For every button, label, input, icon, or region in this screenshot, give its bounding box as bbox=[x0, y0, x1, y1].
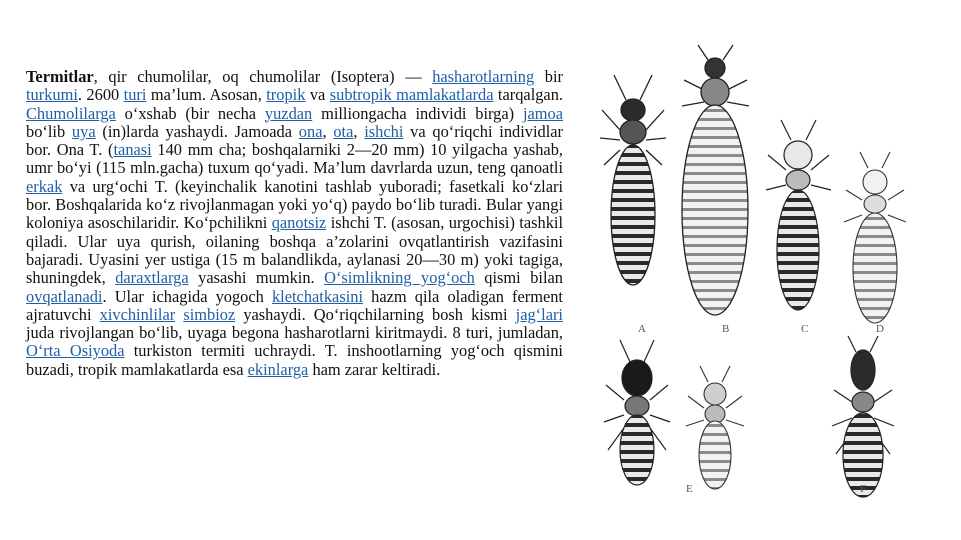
link-ota[interactable]: ota bbox=[333, 121, 354, 141]
text-run: boʻlib bbox=[26, 121, 72, 141]
label-e: E bbox=[686, 483, 693, 495]
text-run: ishchi T. (asosan, urgochisi) tashkil qiladi. Ular uya qurish, oilaning boshqa a’zolarini ovqatlantirish vazifasini bajaradi. Uyasini yer ustiga (15 m balandlikda, aylanasi 20—30 m) yoki tagiga, shuningdek, bbox=[26, 213, 563, 288]
text-run: , qir chumolilar, oq chumolilar (Isoptera) — bbox=[93, 67, 433, 86]
link-hasharotlarning[interactable]: hasharotlarning bbox=[432, 67, 535, 86]
link-tropik[interactable]: tropik bbox=[266, 85, 306, 105]
text-run: hazm qila oladigan ferment ajratuvchi bbox=[26, 286, 563, 324]
termite-b bbox=[682, 45, 749, 315]
termite-e-worker bbox=[686, 366, 744, 489]
text-run: , bbox=[353, 121, 365, 141]
label-b: B bbox=[722, 323, 730, 335]
termite-f bbox=[832, 336, 894, 497]
link-chumolilarga[interactable]: Chumolilarga bbox=[26, 103, 116, 123]
link-erkak[interactable]: erkak bbox=[26, 176, 63, 196]
link-kletchatkasini[interactable]: kletchatkasini bbox=[271, 286, 363, 306]
text-run: ma’lum. Asosan, bbox=[146, 85, 267, 105]
link-ovqatlanadi[interactable]: ovqatlanadi bbox=[26, 286, 103, 306]
label-f: F bbox=[860, 483, 867, 495]
link-tanasi[interactable]: tanasi bbox=[113, 140, 152, 160]
text-run: juda rivojlangan boʻlib, uyaga begona hasharotlarni kiritmaydi. 8 turi, jumladan, bbox=[26, 323, 563, 343]
text-run: 140 mm cha; boshqalarniki 2—20 mm) 10 yilgacha yashab, umr boʻyi (115 mln.gacha) tuxum qoʻyadi. Ma’lum davrlarda uzun, teng qanoatli bbox=[26, 140, 563, 178]
link-uya[interactable]: uya bbox=[71, 121, 96, 141]
link-orta-osiyoda[interactable]: Oʻrta Osiyoda bbox=[26, 341, 125, 361]
termite-castes-figure bbox=[598, 40, 930, 510]
link-subtropik-mamlakatlarda[interactable]: subtropik mamlakatlarda bbox=[329, 85, 494, 105]
termite-e bbox=[604, 340, 670, 485]
link-osimlikning-yogoch[interactable]: Oʻsimlikning yogʻoch bbox=[324, 268, 475, 288]
text-run: . 2600 bbox=[77, 85, 124, 105]
text-run: va urgʻochi T. (keyinchalik kanotini tashlab yuboradi; fasetkali koʻzlari bor. Boshqalarida koʻz rivojlanmagan yoki yoʻq) paydo boʻlib turadi. Bular yangi koloniya asoschilaridir. Koʻpchilikni bbox=[26, 176, 563, 233]
text-run: bir bbox=[534, 67, 563, 86]
link-yuzdan[interactable]: yuzdan bbox=[264, 103, 313, 123]
link-xivchinlilar[interactable]: xivchinlilar bbox=[99, 304, 176, 324]
termite-c bbox=[766, 120, 831, 310]
text-run: , bbox=[322, 121, 334, 141]
link-daraxtlarga[interactable]: daraxtlarga bbox=[115, 268, 189, 288]
text-run: oʻxshab (bir necha bbox=[115, 103, 265, 123]
text-run: milliongacha individi birga) bbox=[312, 103, 523, 123]
link-jamoa[interactable]: jamoa bbox=[522, 103, 563, 123]
text-run: yashaydi. Qoʻriqchilarning bosh kismi bbox=[235, 304, 516, 324]
text-run: tarqalgan. bbox=[493, 85, 564, 105]
text-run: turkiston termiti uchraydi. T. inshootlarning yogʻoch qismini buzadi, tropik mamlakatlarda esa bbox=[26, 341, 563, 379]
label-a: A bbox=[638, 323, 646, 335]
link-turi[interactable]: turi bbox=[123, 85, 147, 105]
article-title: Termitlar bbox=[26, 67, 94, 86]
link-turkumi[interactable]: turkumi bbox=[26, 85, 78, 105]
termite-d bbox=[844, 152, 906, 323]
text-run: qismi bilan bbox=[474, 268, 563, 288]
label-c: C bbox=[801, 323, 809, 335]
label-d: D bbox=[876, 323, 884, 335]
link-ona[interactable]: ona bbox=[298, 121, 323, 141]
link-qanotsiz[interactable]: qanotsiz bbox=[271, 213, 327, 233]
text-run: yasashi mumkin. bbox=[188, 268, 325, 288]
text-run: ham zarar keltiradi. bbox=[308, 359, 441, 379]
link-simbioz[interactable]: simbioz bbox=[183, 304, 236, 324]
link-ishchi[interactable]: ishchi bbox=[364, 121, 404, 141]
link-jaglari[interactable]: jagʻlari bbox=[515, 304, 563, 324]
article-text bbox=[26, 68, 563, 379]
link-ekinlarga[interactable]: ekinlarga bbox=[247, 359, 309, 379]
text-run: (in)larda yashaydi. Jamoada bbox=[95, 121, 299, 141]
termite-illustration bbox=[598, 40, 930, 510]
text-run: va qoʻriqchi individlar bor. Ona T. ( bbox=[26, 121, 563, 160]
text-run: va bbox=[305, 85, 330, 105]
text-run: . Ular ichagida yogoch bbox=[102, 286, 272, 306]
termite-a bbox=[600, 75, 666, 285]
